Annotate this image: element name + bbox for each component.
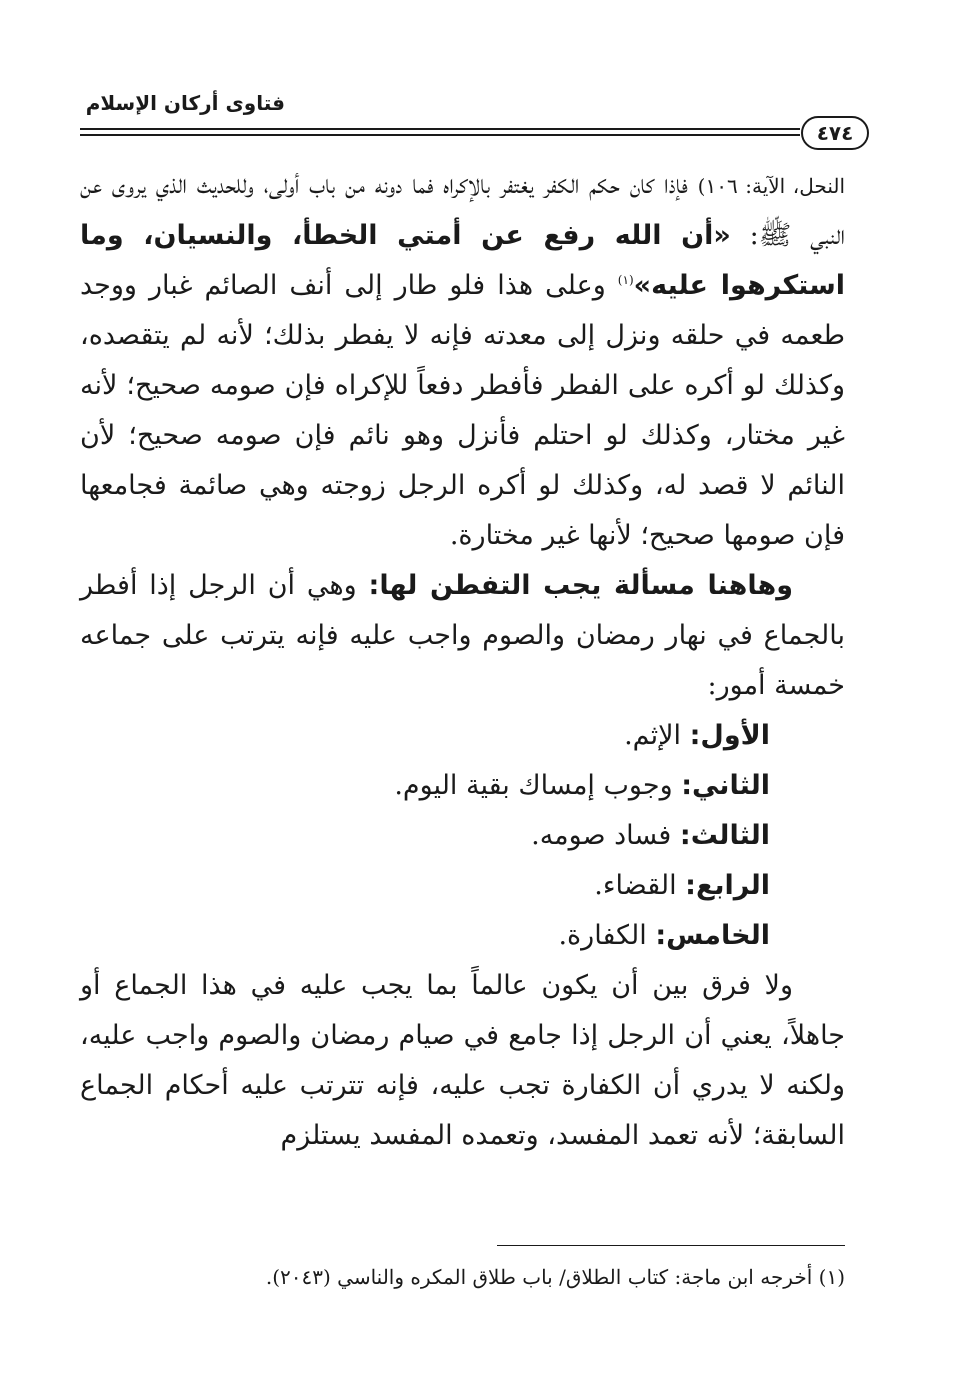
footnote-separator [497,1245,845,1246]
list-item [80,861,845,911]
paragraph-2 [80,561,845,711]
paragraph-1 [80,160,845,561]
page-number-badge: ٤٧٤ [801,116,869,150]
footnote-text: أخرجه ابن ماجة: كتاب الطلاق/ باب طلاق المكره والناسي (٢٠٤٣). [265,1265,819,1289]
surah-reference: النحل، الآية: ١٠٦) [697,174,846,198]
list-item-text: الإثم. [624,720,690,751]
list-item-text: الكفارة. [558,920,656,951]
list-item-label: الخامس: [655,920,770,951]
list-item-label: الأول: [689,720,770,751]
issue-heading: وهاهنا مسألة يجب التفطن لها: [368,570,793,601]
running-header-title: فتاوى أركان الإسلام [85,91,285,115]
list-item [80,811,845,861]
footnote-number: (١) [818,1265,845,1289]
list-item [80,711,845,761]
list-item-label: الرابع: [685,870,770,901]
list-item-text: وجوب إمساك بقية اليوم. [394,770,682,801]
paragraph-1-text-b: وعلى هذا فلو طار إلى أنف الصائم غبار ووجد طعمه في حلقه ونزل إلى معدته فإنه لا يفطر بذلك؛ لأنه لم يتقصده، وكذلك لو أكره على الفطر فأفطر دفعاً للإكراه فإن صومه صحيح؛ لأنه غير مختار، وكذلك لو احتلم فأنزل وهو نائم فإن صومه صحيح؛ لأن النائم لا قصد له، وكذلك لو أكره الرجل زوجته وهي صائمة فجامعها فإن صومها صحيح؛ لأنها غير مختارة. [80,270,845,551]
list-item [80,911,845,961]
footnote [80,1262,845,1292]
paragraph-1-text-a: فإذا كان حكم الكفر يغتفر بالإكراه فما دونه من باب أولى، وللحديث الذي يروى عن النبي ﷺ: [80,169,845,251]
list-item [80,761,845,811]
list-item-label: الثاني: [681,770,770,801]
header-rule-top [80,128,800,130]
main-text [80,160,845,1161]
header-rule-bottom [80,134,800,136]
list-item-text: القضاء. [594,870,686,901]
hadith-quote: «أن الله رفع عن أمتي الخطأ، والنسيان، وما استكرهوا عليه» [80,220,845,301]
paragraph-3: ولا فرق بين أن يكون عالماً بما يجب عليه في هذا الجماع أو جاهلاً، يعني أن الرجل إذا جامع في صيام رمضان والصوم واجب عليه، ولكنه لا يدري أن الكفارة تجب عليه، فإنه تترتب عليه أحكام الجماع السابقة؛ لأنه تعمد المفسد، وتعمده المفسد يستلزم [80,970,845,1151]
footnote-reference: (١) [617,273,634,287]
paragraph-2-text: وهي أن الرجل إذا أفطر بالجماع في نهار رمضان والصوم واجب عليه فإنه يترتب على جماعه خمسة أمور: [80,570,845,701]
list-item-label: الثالث: [679,820,770,851]
list-item-text: فساد صومه. [531,820,680,851]
